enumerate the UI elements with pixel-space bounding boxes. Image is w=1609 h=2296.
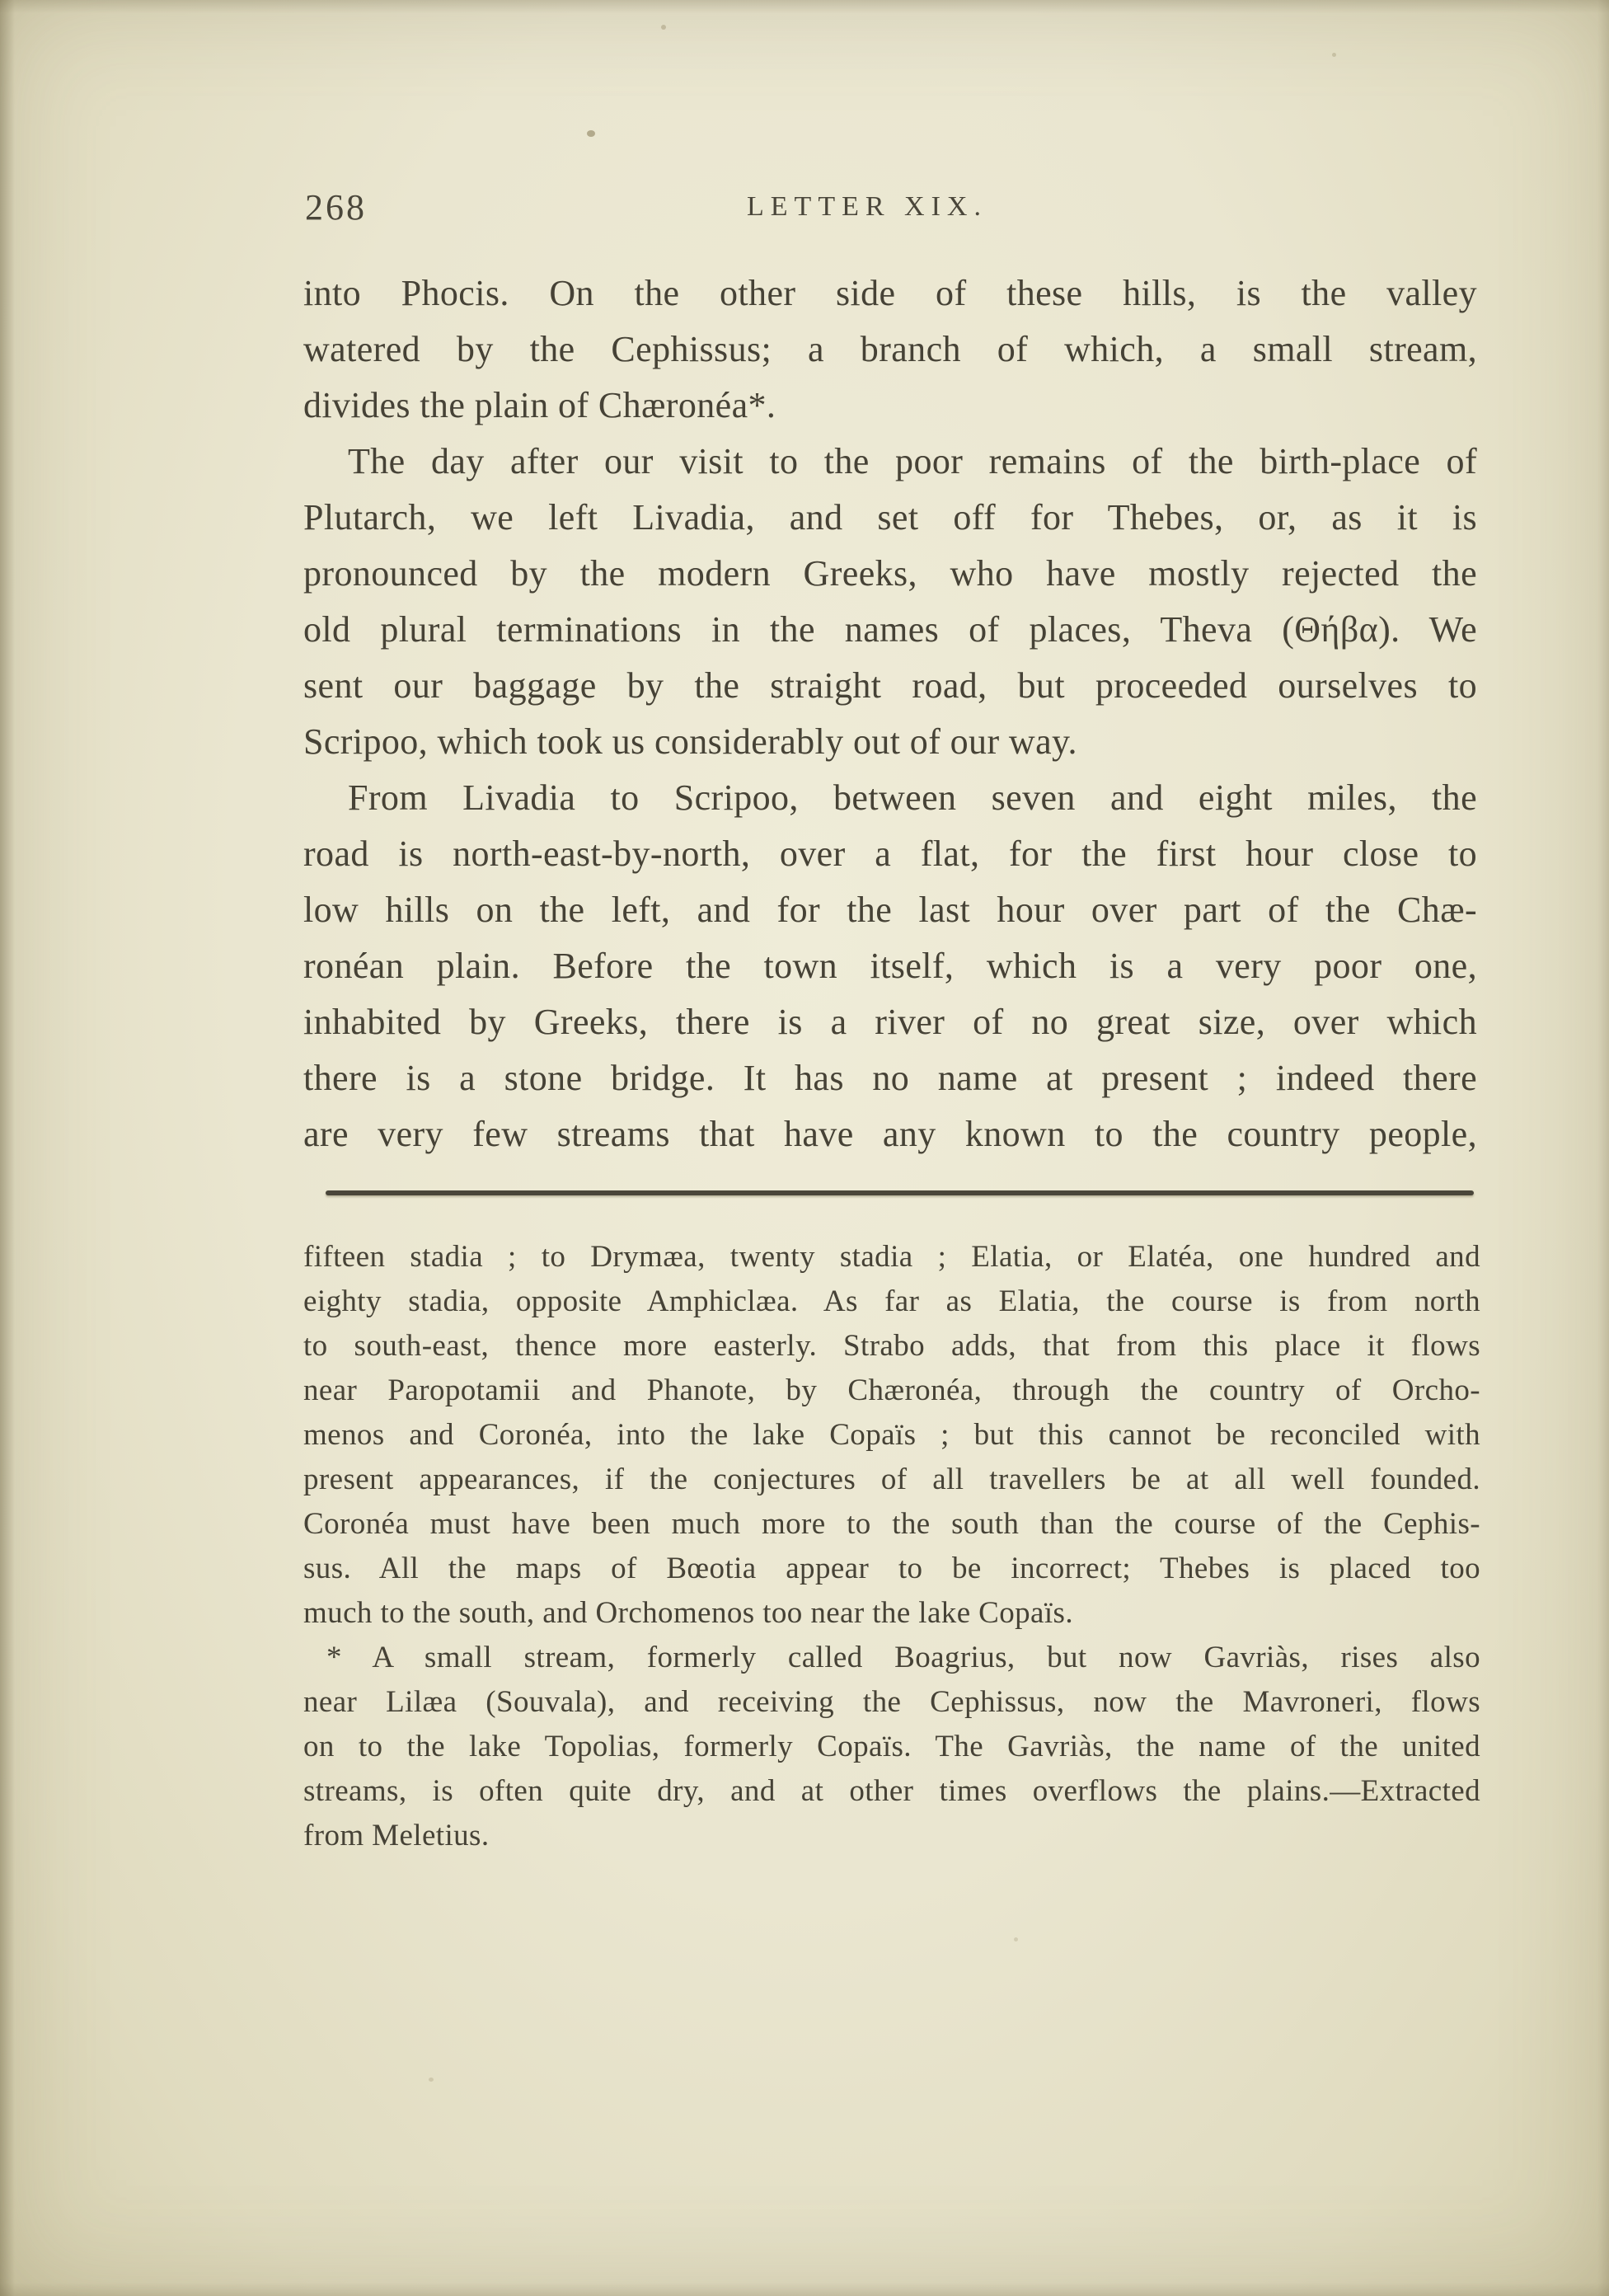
text-line: road is north-east-by-north, over a flat, for the first hour close to <box>303 833 1477 874</box>
text-line: much to the south, and Orchomenos too near the lake Copaïs. <box>303 1596 1074 1630</box>
text-line: pronounced by the modern Greeks, who have mostly rejected the <box>303 553 1477 594</box>
text-line: present appearances, if the conjectures of all travellers be at all well founded. <box>303 1463 1480 1496</box>
text-line: from Meletius. <box>303 1819 490 1852</box>
paper-speck <box>587 130 595 137</box>
footnotes <box>303 1235 1480 1858</box>
text-line: are very few streams that have any known to the country people, <box>303 1114 1477 1154</box>
text-line: divides the plain of Chæronéa*. <box>303 385 776 425</box>
text-line: sus. All the maps of Bœotia appear to be incorrect; Thebes is placed too <box>303 1552 1480 1585</box>
text-line: Coronéa must have been much more to the south than the course of the Cephis- <box>303 1507 1480 1541</box>
text-line: Plutarch, we left Livadia, and set off for Thebes, or, as it is <box>303 497 1477 538</box>
paragraph <box>303 770 1477 1162</box>
body-text <box>303 265 1477 1162</box>
text-line: on to the lake Topolias, formerly Copaïs. The Gavriàs, the name of the united <box>303 1730 1480 1763</box>
text-line: to south-east, thence more easterly. Strabo adds, that from this place it flows <box>303 1329 1480 1363</box>
text-line: The day after our visit to the poor remains of the birth-place of <box>348 441 1477 481</box>
text-line: into Phocis. On the other side of these hills, is the valley <box>303 273 1477 313</box>
paper-speck <box>1332 53 1336 57</box>
text-line: eighty stadia, opposite Amphiclæa. As far as Elatia, the course is from north <box>303 1284 1480 1318</box>
page-number: 268 <box>305 187 367 228</box>
footnote-divider-rule <box>326 1190 1474 1195</box>
paragraph <box>303 1636 1480 1858</box>
text-line: From Livadia to Scripoo, between seven and eight miles, the <box>348 777 1477 818</box>
paragraph <box>303 265 1477 434</box>
paragraph <box>303 434 1477 770</box>
text-line: low hills on the left, and for the last hour over part of the Chæ- <box>303 890 1477 930</box>
running-header-title: LETTER XIX. <box>747 191 987 222</box>
text-line: inhabited by Greeks, there is a river of no great size, over which <box>303 1002 1477 1042</box>
text-line: watered by the Cephissus; a branch of which, a small stream, <box>303 329 1477 369</box>
text-line: near Paropotamii and Phanote, by Chæronéa, through the country of Orcho- <box>303 1373 1480 1407</box>
text-line: menos and Coronéa, into the lake Copaïs ; but this cannot be reconciled with <box>303 1418 1480 1452</box>
text-line: streams, is often quite dry, and at other times overflows the plains.—Extracted <box>303 1774 1480 1808</box>
paper-speck <box>429 2078 434 2082</box>
text-line: ronéan plain. Before the town itself, which is a very poor one, <box>303 946 1477 986</box>
text-line: near Lilæa (Souvala), and receiving the Cephissus, now the Mavroneri, flows <box>303 1685 1480 1719</box>
text-line: old plural terminations in the names of places, Theva (Θήβα). We <box>303 609 1477 650</box>
text-line: fifteen stadia ; to Drymæa, twenty stadia ; Elatia, or Elatéa, one hundred and <box>303 1240 1480 1274</box>
paragraph <box>303 1235 1480 1636</box>
page-header <box>303 186 1477 232</box>
text-line: * A small stream, formerly called Boagrius, but now Gavriàs, rises also <box>326 1641 1480 1674</box>
text-line: Scripoo, which took us considerably out of our way. <box>303 721 1077 762</box>
text-line: there is a stone bridge. It has no name at present ; indeed there <box>303 1058 1477 1098</box>
text-line: sent our baggage by the straight road, but proceeded ourselves to <box>303 665 1477 706</box>
paper-speck <box>1014 1937 1018 1942</box>
paper-speck <box>661 25 666 30</box>
